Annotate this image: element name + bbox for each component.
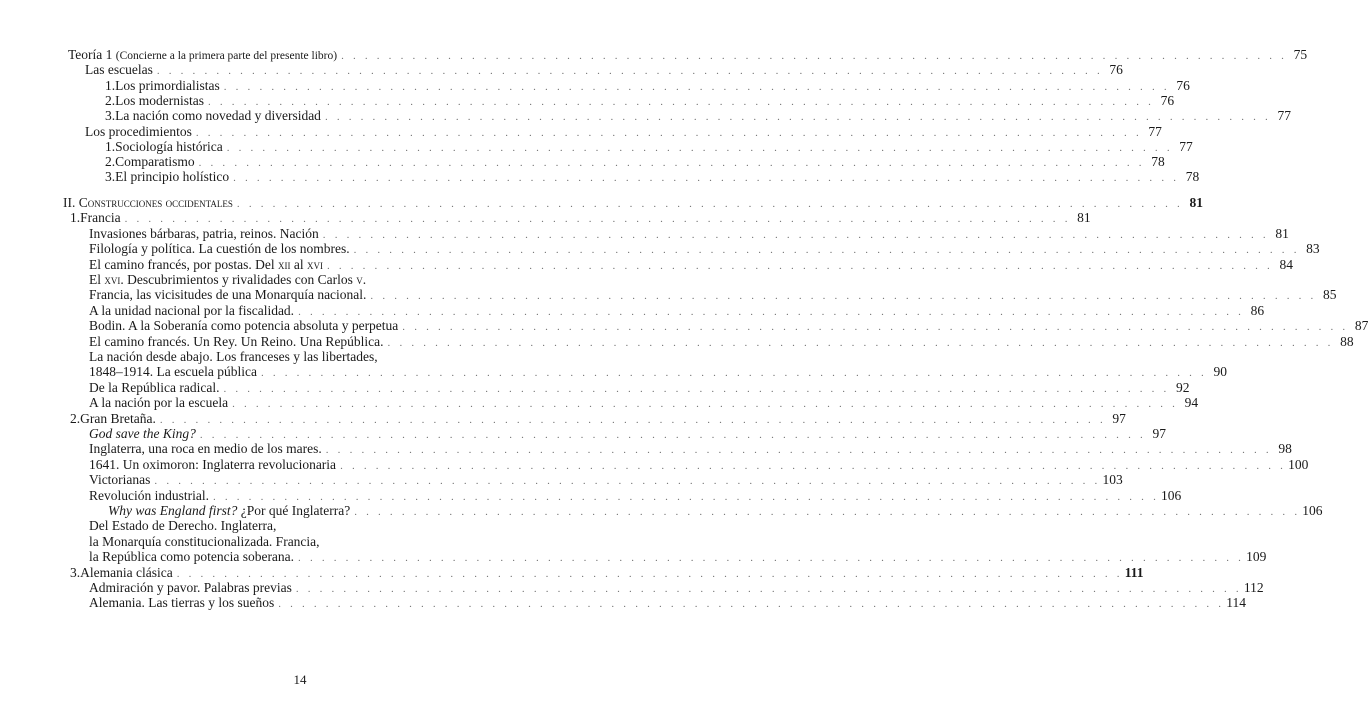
entry-title [115, 169, 229, 185]
entry-number: 1. [105, 138, 116, 154]
entry-title [89, 441, 322, 457]
dot-leader: . . . . . . . . . . . . . . . . . . . . . . . . . . . . . . . . . . . . . . . . . . . . . . . . . . . . . . . . . . . . . . . . . . . . . . . . . . . . . . . . [198, 157, 1145, 170]
toc-entry [70, 410, 1126, 427]
dot-leader: . . . . . . . . . . . . . . . . . . . . . . . . . . . . . . . . . . . . . . . . . . . . . . . . . . . . . . . . . . . . . . . . . . . . . . . . . . . . . . . . [232, 398, 1179, 411]
entry-title-part: Francia, las vicisitudes de una Monarquía nacional. [89, 287, 367, 303]
entry-title-part: Francia [80, 210, 121, 226]
entry-title [115, 78, 220, 94]
entry-title-part: De la República radical. [89, 379, 220, 395]
toc-entry [89, 426, 1166, 442]
entry-title-part: Victorianas [89, 472, 151, 488]
toc-entry [68, 47, 1308, 63]
entry-title [115, 108, 321, 124]
entry-title-part: v [356, 272, 363, 287]
dot-leader: . . . . . . . . . . . . . . . . . . . . . . . . . . . . . . . . . . . . . . . . . . . . . . . . . . . . . . . . . . . . . . . . . . . . . . . . . . . . . . . . [298, 552, 1245, 565]
dot-leader: . . . . . . . . . . . . . . . . . . . . . . . . . . . . . . . . . . . . . . . . . . . . . . . . . . . . . . . . . . . . . . . . . . . . . . . . . . . . . . . . [326, 259, 1274, 272]
dot-leader: . . . . . . . . . . . . . . . . . . . . . . . . . . . . . . . . . . . . . . . . . . . . . . . . . . . . . . . . . . . . . . . . . . . . . . . . . . . . . . . . [212, 490, 1160, 503]
entry-title [115, 93, 204, 109]
entry-title [89, 349, 378, 365]
toc-entry [89, 456, 1309, 473]
entry-title-part: la Monarquía constitucionalizada. Francia, [89, 533, 320, 549]
entry-title [89, 364, 257, 380]
entry-title [85, 124, 192, 140]
entry-number: 3. [105, 169, 116, 185]
dot-leader: . . . . . . . . . . . . . . . . . . . . . . . . . . . . . . . . . . . . . . . . . . . . . . . . . . . . . . . . . . . . . . . . . . . . . . . . . . . . . . . . [324, 111, 1271, 124]
entry-title-part: Invasiones bárbaras, patria, reinos. Nación [89, 225, 319, 241]
entry-title-part: ¿Por qué Inglaterra? [237, 503, 351, 518]
entry-title [115, 154, 195, 170]
entry-title-part: El [89, 272, 105, 287]
toc-entry [89, 441, 1292, 457]
toc-entry [105, 92, 1175, 109]
entry-title-part: Revolución industrial. [89, 487, 209, 503]
page-ref: 77 [1277, 108, 1291, 124]
page-ref: 81 [1077, 210, 1091, 226]
dot-leader: . . . . . . . . . . . . . . . . . . . . . . . . . . . . . . . . . . . . . . . . . . . . . . . . . . . . . . . . . . . . . . . . . . . . . . . . . . . . . . . . [236, 198, 1183, 210]
entry-number: 2. [105, 92, 116, 108]
dot-leader: . . . . . . . . . . . . . . . . . . . . . . . . . . . . . . . . . . . . . . . . . . . . . . . . . . . . . . . . . . . . . . . . . . . . . . . . . . . . . . . . [223, 80, 1170, 93]
entry-title-part: Los primordialistas [115, 77, 220, 93]
entry-title-part: II. [63, 195, 79, 210]
toc-entry [89, 272, 542, 288]
page-ref: 94 [1184, 395, 1199, 411]
entry-title-part: El principio holístico [115, 169, 230, 185]
toc-entry [89, 518, 542, 534]
entry-title-part: Inglaterra, una roca en medio de los mares. [89, 441, 322, 457]
entry-title-part: A la unidad nacional por la fiscalidad. [89, 302, 295, 318]
entry-title [80, 210, 120, 226]
toc-entry [89, 364, 1228, 380]
entry-title-part: Construcciones occidentales [78, 195, 233, 210]
page-ref: 114 [1226, 595, 1247, 611]
entry-title-part: A la nación por la escuela [89, 395, 229, 411]
toc-entry [89, 549, 1267, 565]
entry-title [89, 395, 228, 411]
page-ref: 92 [1176, 379, 1190, 395]
entry-title [89, 257, 323, 273]
entry-title [89, 472, 150, 488]
entry-number: 3. [105, 108, 116, 124]
page-ref: 88 [1340, 333, 1354, 349]
entry-title-part: Bodin. A la Soberanía como potencia absoluta y perpetua [89, 318, 399, 334]
entry-title-part: Alemania clásica [80, 564, 173, 580]
toc-entry [89, 472, 1123, 488]
entry-title [89, 534, 320, 550]
entry-title-part: xvi [306, 256, 323, 272]
toc-entry [89, 256, 1294, 273]
entry-title-part: Sociología histórica [115, 138, 223, 154]
page-ref: 112 [1243, 580, 1264, 595]
toc-entry [108, 503, 1323, 519]
entry-title [115, 139, 223, 155]
page-ref: 77 [1179, 138, 1193, 154]
page-ref: 106 [1161, 487, 1182, 503]
page-ref: 85 [1322, 287, 1337, 303]
entry-title [89, 518, 276, 534]
page-ref: 106 [1302, 503, 1323, 518]
toc-entry [89, 287, 1337, 303]
entry-title-part: Los procedimientos [85, 123, 192, 139]
dot-leader: . . . . . . . . . . . . . . . . . . . . . . . . . . . . . . . . . . . . . . . . . . . . . . . . . . . . . . . . . . . . . . . . . . . . . . . . . . . . . . . . [278, 598, 1225, 611]
entry-title-part: Alemania. Las tierras y los sueños [89, 595, 275, 611]
toc-entry [105, 108, 1291, 124]
entry-title-part: xii [277, 256, 291, 272]
dot-leader: . . . . . . . . . . . . . . . . . . . . . . . . . . . . . . . . . . . . . . . . . . . . . . . . . . . . . . . . . . . . . . . . . . . . . . . . . . . . . . . . [233, 172, 1180, 185]
dot-leader: . . . . . . . . . . . . . . . . . . . . . . . . . . . . . . . . . . . . . . . . . . . . . . . . . . . . . . . . . . . . . . . . . . . . . . . . . . . . . . . . [226, 141, 1173, 154]
dot-leader: . . . . . . . . . . . . . . . . . . . . . . . . . . . . . . . . . . . . . . . . . . . . . . . . . . . . . . . . . . . . . . . . . . . . . . . . . . . . . . . . [154, 475, 1101, 488]
toc-entry [70, 564, 1144, 581]
entry-title-part: (Concierne a la primera parte del presente libro) [115, 50, 338, 62]
toc-entry [89, 349, 542, 365]
entry-title [89, 595, 274, 611]
entry-number: 2. [105, 154, 116, 170]
entry-title-part: 1848–1914. La escuela pública [89, 364, 257, 380]
toc-entry [105, 169, 1200, 185]
entry-title-part: Los modernistas [115, 92, 204, 108]
dot-leader: . . . . . . . . . . . . . . . . . . . . . . . . . . . . . . . . . . . . . . . . . . . . . . . . . . . . . . . . . . . . . . . . . . . . . . . . . . . . . . . . [176, 567, 1123, 580]
entry-title [89, 241, 350, 257]
entry-title [89, 334, 384, 350]
toc-entry [63, 195, 1203, 211]
dot-leader: . . . . . . . . . . . . . . . . . . . . . . . . . . . . . . . . . . . . . . . . . . . . . . . . . . . . . . . . . . . . . . . . . . . . . . . . . . . . . . . . [295, 583, 1242, 595]
entry-title-part: Las escuelas [85, 62, 153, 78]
dot-leader: . . . . . . . . . . . . . . . . . . . . . . . . . . . . . . . . . . . . . . . . . . . . . . . . . . . . . . . . . . . . . . . . . . . . . . . . . . . . . . . . [156, 65, 1103, 78]
page-ref: 98 [1278, 441, 1292, 457]
page-ref: 111 [1124, 564, 1144, 580]
page-ref: 76 [1160, 92, 1175, 108]
page-ref: 81 [1275, 225, 1289, 241]
dot-leader: . . . . . . . . . . . . . . . . . . . . . . . . . . . . . . . . . . . . . . . . . . . . . . . . . . . . . . . . . . . . . . . . . . . . . . . . . . . . . . . . [199, 429, 1146, 441]
entry-title [89, 580, 292, 596]
entry-title [89, 303, 294, 319]
entry-title-part: La nación desde abajo. Los franceses y las libertades, [89, 349, 378, 364]
toc-entry [89, 379, 1190, 396]
entry-title-part: al [290, 256, 307, 272]
entry-title-part: xvi [104, 272, 121, 287]
entry-title [89, 226, 319, 242]
entry-title [80, 411, 156, 427]
toc-entry [89, 534, 542, 550]
entry-title [80, 565, 173, 581]
entry-title [89, 287, 366, 303]
toc-entry [105, 154, 1165, 170]
entry-title-part: . [362, 272, 367, 287]
toc-entry [89, 302, 1265, 319]
page-ref: 84 [1279, 256, 1294, 272]
dot-leader: . . . . . . . . . . . . . . . . . . . . . . . . . . . . . . . . . . . . . . . . . . . . . . . . . . . . . . . . . . . . . . . . . . . . . . . . . . . . . . . . [322, 228, 1269, 241]
toc-entry [70, 210, 1091, 226]
toc-entry [89, 395, 1199, 411]
entry-number: 3. [70, 564, 81, 580]
entry-title [89, 318, 398, 334]
dot-leader: . . . . . . . . . . . . . . . . . . . . . . . . . . . . . . . . . . . . . . . . . . . . . . . . . . . . . . . . . . . . . . . . . . . . . . . . . . . . . . . . [340, 459, 1287, 472]
entry-title [89, 380, 219, 396]
dot-leader: . . . . . . . . . . . . . . . . . . . . . . . . . . . . . . . . . . . . . . . . . . . . . . . . . . . . . . . . . . . . . . . . . . . . . . . . . . . . . . . . [353, 244, 1300, 257]
entry-title-part: 1641. Un oximoron: Inglaterra revolucionaria [89, 456, 337, 472]
entry-title-part: Admiración y pavor. Palabras previas [89, 580, 292, 595]
dot-leader: . . . . . . . . . . . . . . . . . . . . . . . . . . . . . . . . . . . . . . . . . . . . . . . . . . . . . . . . . . . . . . . . . . . . . . . . . . . . . . . . [341, 50, 1288, 62]
page-ref: 78 [1151, 154, 1165, 170]
page-ref: 87 [1354, 318, 1368, 334]
toc-entry [89, 241, 1320, 257]
entry-number: 1. [70, 210, 81, 226]
toc-entry [89, 318, 1368, 334]
entry-title-part: Teoría 1 [68, 47, 116, 62]
entry-title [89, 488, 209, 504]
entry-title-part: God save the King? [89, 426, 196, 441]
page-ref: 109 [1246, 549, 1267, 565]
dot-leader: . . . . . . . . . . . . . . . . . . . . . . . . . . . . . . . . . . . . . . . . . . . . . . . . . . . . . . . . . . . . . . . . . . . . . . . . . . . . . . . . [124, 213, 1071, 226]
page-ref: 81 [1189, 195, 1203, 210]
page-ref: 97 [1152, 426, 1166, 441]
entry-title [89, 549, 294, 565]
entry-title [108, 503, 350, 519]
toc-entry [89, 333, 1354, 350]
entry-title-part: Why was England first? [108, 503, 238, 518]
dot-leader: . . . . . . . . . . . . . . . . . . . . . . . . . . . . . . . . . . . . . . . . . . . . . . . . . . . . . . . . . . . . . . . . . . . . . . . . . . . . . . . . [195, 126, 1142, 139]
dot-leader: . . . . . . . . . . . . . . . . . . . . . . . . . . . . . . . . . . . . . . . . . . . . . . . . . . . . . . . . . . . . . . . . . . . . . . . . . . . . . . . . [208, 95, 1155, 108]
dot-leader: . . . . . . . . . . . . . . . . . . . . . . . . . . . . . . . . . . . . . . . . . . . . . . . . . . . . . . . . . . . . . . . . . . . . . . . . . . . . . . . . [260, 367, 1208, 380]
entry-title-part: El camino francés. Un Rey. Un Reino. Una República. [89, 333, 384, 349]
page-ref: 78 [1185, 169, 1200, 185]
toc-entry [89, 595, 1247, 611]
dot-leader: . . . . . . . . . . . . . . . . . . . . . . . . . . . . . . . . . . . . . . . . . . . . . . . . . . . . . . . . . . . . . . . . . . . . . . . . . . . . . . . . [298, 305, 1245, 318]
dot-leader: . . . . . . . . . . . . . . . . . . . . . . . . . . . . . . . . . . . . . . . . . . . . . . . . . . . . . . . . . . . . . . . . . . . . . . . . . . . . . . . . [223, 382, 1170, 395]
page-ref: 86 [1250, 302, 1265, 318]
entry-title [63, 195, 233, 211]
dot-leader: . . . . . . . . . . . . . . . . . . . . . . . . . . . . . . . . . . . . . . . . . . . . . . . . . . . . . . . . . . . . . . . . . . . . . . . . . . . . . . . . [387, 336, 1334, 349]
dot-leader: . . . . . . . . . . . . . . . . . . . . . . . . . . . . . . . . . . . . . . . . . . . . . . . . . . . . . . . . . . . . . . . . . . . . . . . . . . . . . . . . [325, 444, 1272, 457]
entry-title [89, 457, 336, 473]
entry-title-part: . Descubrimientos y rivalidades con Carlos [120, 272, 357, 287]
entry-title-part: Comparatismo [115, 154, 195, 170]
toc-entry [105, 138, 1193, 155]
dot-leader: . . . . . . . . . . . . . . . . . . . . . . . . . . . . . . . . . . . . . . . . . . . . . . . . . . . . . . . . . . . . . . . . . . . . . . . . . . . . . . . . [354, 506, 1301, 518]
toc-entry [89, 225, 1289, 242]
page-ref: 75 [1293, 47, 1308, 62]
page-ref: 77 [1148, 123, 1162, 139]
entry-title-part: La nación como novedad y diversidad [115, 108, 321, 124]
page-number: 14 [293, 672, 307, 687]
entry-title-part: Filología y política. La cuestión de los nombres. [89, 241, 350, 257]
page-ref: 97 [1112, 410, 1126, 426]
page-ref: 90 [1213, 364, 1228, 380]
entry-title [89, 426, 196, 442]
entry-title-part: Gran Bretaña. [80, 410, 156, 426]
toc-entry [89, 580, 1264, 596]
entry-title-part: la República como potencia soberana. [89, 549, 295, 565]
page-ref: 100 [1288, 456, 1309, 472]
toc-entry [85, 123, 1162, 140]
page-ref: 83 [1306, 241, 1320, 257]
entry-number: 1. [105, 77, 116, 93]
toc-entry [89, 487, 1182, 504]
toc-entry [85, 62, 1123, 78]
toc-entry [105, 77, 1190, 94]
entry-number: 2. [70, 410, 81, 426]
entry-title [89, 272, 366, 288]
page-ref: 103 [1102, 472, 1123, 488]
entry-title [85, 62, 153, 78]
entry-title-part: Del Estado de Derecho. Inglaterra, [89, 518, 277, 534]
dot-leader: . . . . . . . . . . . . . . . . . . . . . . . . . . . . . . . . . . . . . . . . . . . . . . . . . . . . . . . . . . . . . . . . . . . . . . . . . . . . . . . . [402, 321, 1349, 334]
page-ref: 76 [1176, 77, 1190, 93]
page-ref: 76 [1109, 62, 1123, 78]
entry-title-part: El camino francés, por postas. Del [89, 256, 278, 272]
dot-leader: . . . . . . . . . . . . . . . . . . . . . . . . . . . . . . . . . . . . . . . . . . . . . . . . . . . . . . . . . . . . . . . . . . . . . . . . . . . . . . . . [159, 413, 1106, 426]
dot-leader: . . . . . . . . . . . . . . . . . . . . . . . . . . . . . . . . . . . . . . . . . . . . . . . . . . . . . . . . . . . . . . . . . . . . . . . . . . . . . . . . [370, 290, 1317, 303]
